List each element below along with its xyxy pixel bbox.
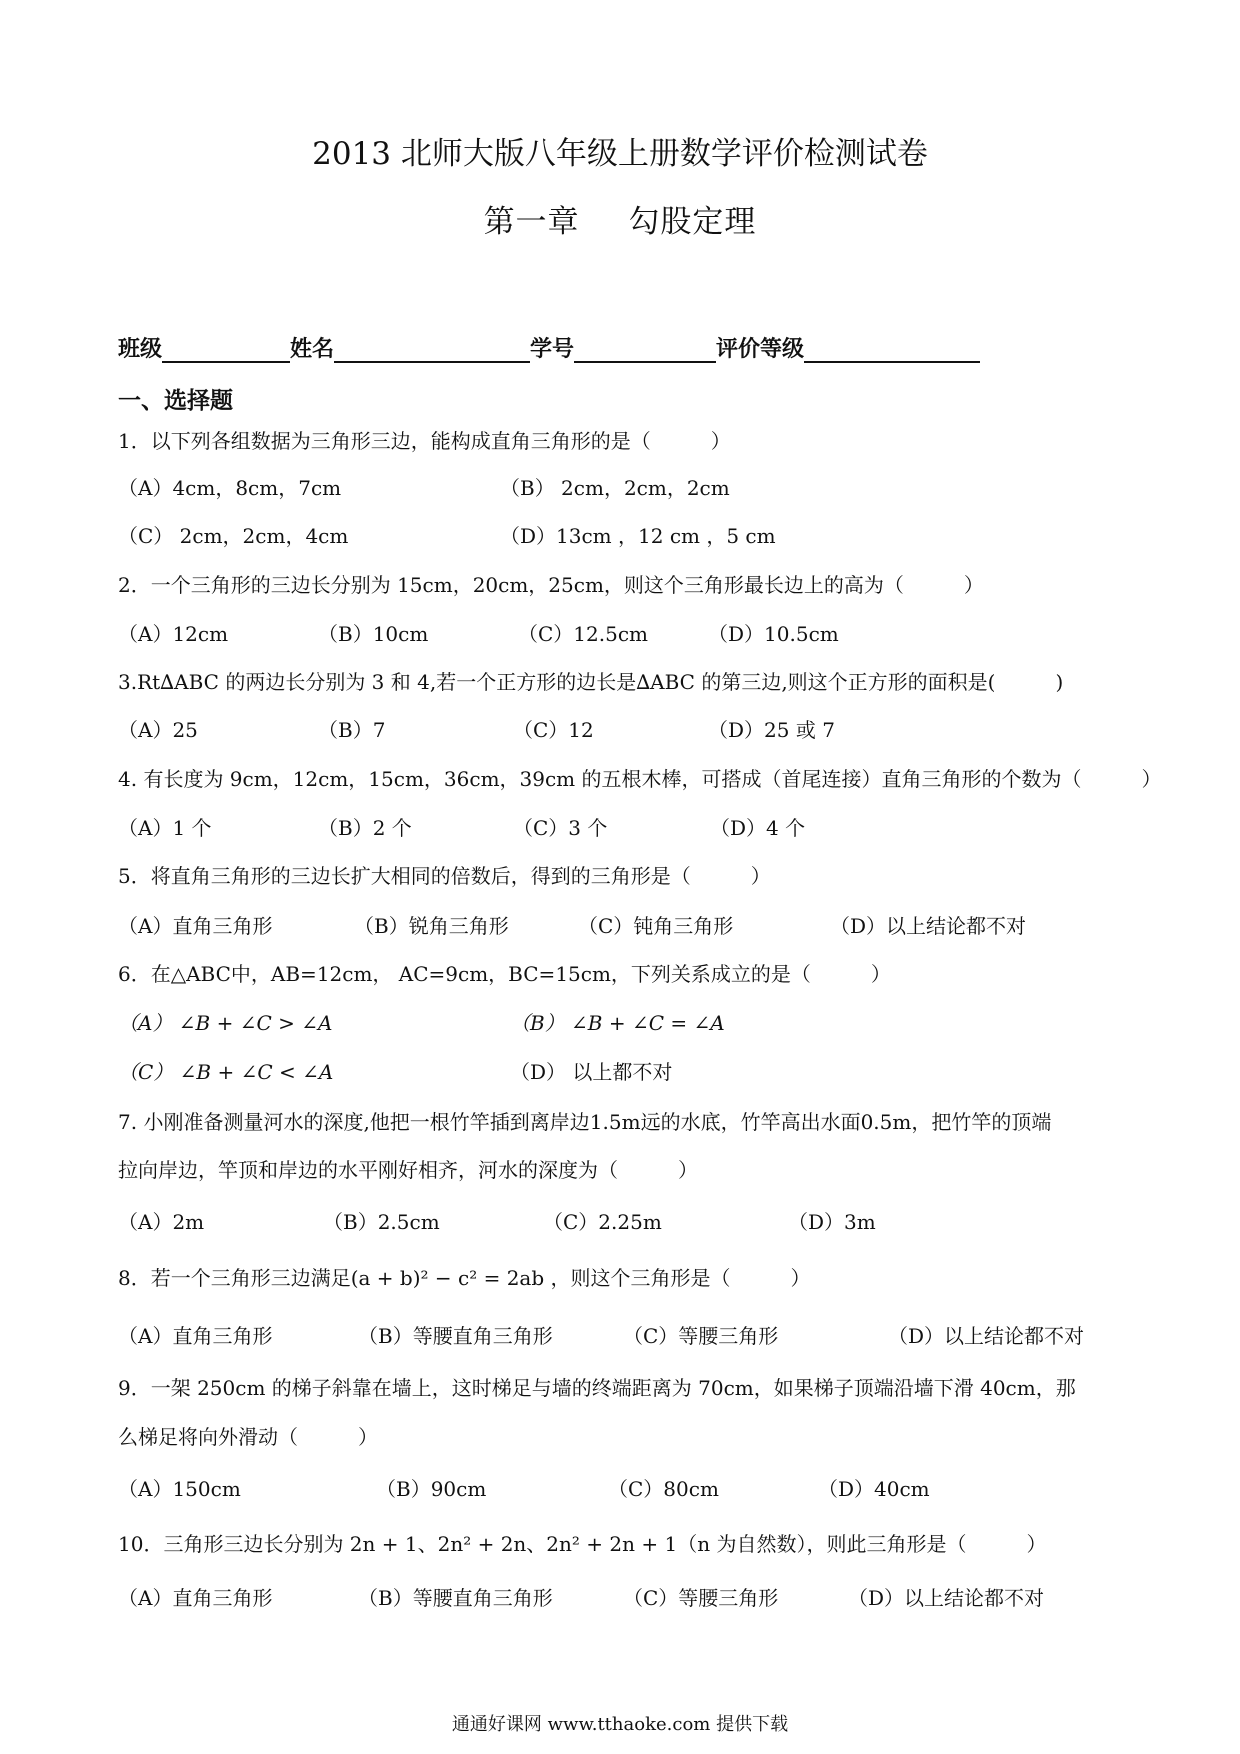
- option-b[interactable]: （B） 2cm，2cm，2cm: [500, 476, 730, 500]
- chapter-subtitle: 第一章 勾股定理: [483, 204, 757, 240]
- option-b[interactable]: （B）7: [318, 718, 386, 742]
- option-b[interactable]: （B）10cm: [318, 622, 429, 646]
- option-row: [118, 812, 1128, 840]
- option-d[interactable]: （D）4 个: [710, 816, 806, 840]
- question-stem: 3.Rt∆ABC 的两边长分别为 3 和 4,若一个正方形的边长是∆ABC 的第三边,则这个正方形的面积是( ): [118, 670, 1064, 694]
- grade-label: 评价等级: [716, 336, 805, 362]
- option-d[interactable]: （D）以上结论都不对: [830, 914, 1027, 938]
- option-b[interactable]: （B）2 个: [318, 816, 412, 840]
- option-d[interactable]: （D）3m: [788, 1210, 876, 1234]
- option-b[interactable]: （B）等腰直角三角形: [358, 1586, 553, 1610]
- question-stem: 2．一个三角形的三边长分别为 15cm，20cm，25cm，则这个三角形最长边上的高为（ ）: [118, 573, 984, 597]
- option-a[interactable]: （A）2m: [118, 1210, 205, 1234]
- question-stem: 5．将直角三角形的三边长扩大相同的倍数后，得到的三角形是（ ）: [118, 864, 771, 888]
- option-d[interactable]: （D）25 或 7: [708, 718, 835, 742]
- option-a[interactable]: （A）150cm: [118, 1477, 241, 1501]
- option-c[interactable]: （C）钝角三角形: [578, 914, 734, 938]
- option-d[interactable]: （D） 以上都不对: [510, 1060, 673, 1084]
- question-stem: 10．三角形三边长分别为 2n + 1、2n² + 2n、2n² + 2n + 1（n 为自然数），则此三角形是（ ）: [118, 1532, 1047, 1556]
- option-row: [118, 1206, 1128, 1234]
- question-stem: 4. 有长度为 9cm，12cm，15cm，36cm，39cm 的五根木棒，可搭成（首尾连接）直角三角形的个数为（ ）: [118, 767, 1162, 791]
- class-blank[interactable]: [162, 337, 290, 363]
- student-number-blank[interactable]: [574, 337, 716, 363]
- option-c[interactable]: （C） 2cm，2cm，4cm: [118, 524, 349, 548]
- option-row: [118, 618, 1128, 646]
- option-row: [118, 910, 1128, 938]
- option-row: [118, 520, 1128, 548]
- option-c[interactable]: （C）等腰三角形: [623, 1324, 779, 1348]
- student-info-row: [118, 332, 980, 363]
- question-stem-continued: 么梯足将向外滑动（ ）: [118, 1425, 378, 1449]
- option-row: [118, 1473, 1128, 1501]
- question-stem: 8．若一个三角形三边满足(a + b)² − c² = 2ab ，则这个三角形是（ ）: [118, 1266, 811, 1290]
- option-c[interactable]: （C）等腰三角形: [623, 1586, 779, 1610]
- option-a[interactable]: （A）直角三角形: [118, 1586, 273, 1610]
- option-a[interactable]: （A） ∠B + ∠C > ∠A: [118, 1011, 333, 1035]
- option-c[interactable]: （C） ∠B + ∠C < ∠A: [118, 1060, 334, 1084]
- option-d[interactable]: （D）10.5cm: [708, 622, 839, 646]
- option-row: [118, 472, 1128, 500]
- option-b[interactable]: （B）2.5cm: [323, 1210, 440, 1234]
- grade-blank[interactable]: [804, 337, 980, 363]
- class-label: 班级: [118, 336, 163, 362]
- option-row: [118, 1007, 1128, 1035]
- question-stem-continued: 拉向岸边，竿顶和岸边的水平刚好相齐，河水的深度为（ ）: [118, 1158, 698, 1182]
- footer-download-note: 通通好课网 www.tthaoke.com 提供下载: [451, 1714, 789, 1735]
- option-c[interactable]: （C）3 个: [513, 816, 608, 840]
- option-c[interactable]: （C）12: [513, 718, 594, 742]
- name-blank[interactable]: [334, 337, 530, 363]
- name-label: 姓名: [290, 336, 335, 362]
- section-title: 一、选择题: [118, 387, 233, 414]
- question-stem: 7. 小刚准备测量河水的深度,他把一根竹竿插到离岸边1.5m远的水底，竹竿高出水面0.5m，把竹竿的顶端: [118, 1110, 1052, 1134]
- option-a[interactable]: （A）25: [118, 718, 198, 742]
- question-stem: 1．以下列各组数据为三角形三边，能构成直角三角形的是（ ）: [118, 429, 731, 453]
- option-b[interactable]: （B）等腰直角三角形: [358, 1324, 553, 1348]
- question-stem: 9．一架 250cm 的梯子斜靠在墙上，这时梯足与墙的终端距离为 70cm，如果梯子顶端沿墙下滑 40cm，那: [118, 1376, 1076, 1400]
- option-c[interactable]: （C）12.5cm: [518, 622, 648, 646]
- option-a[interactable]: （A）直角三角形: [118, 914, 273, 938]
- option-b[interactable]: （B）锐角三角形: [354, 914, 509, 938]
- option-row: [118, 714, 1128, 742]
- option-row: [118, 1320, 1128, 1348]
- option-c[interactable]: （C）80cm: [608, 1477, 719, 1501]
- option-d[interactable]: （D）13cm ，12 cm ，5 cm: [500, 524, 776, 548]
- student-number-label: 学号: [530, 336, 575, 362]
- option-a[interactable]: （A）1 个: [118, 816, 212, 840]
- option-a[interactable]: （A）4cm，8cm，7cm: [118, 476, 342, 500]
- option-row: [118, 1056, 1128, 1084]
- option-a[interactable]: （A）直角三角形: [118, 1324, 273, 1348]
- question-stem: 6．在△ABC中，AB=12cm， AC=9cm，BC=15cm，下列关系成立的是（ ）: [118, 962, 891, 986]
- option-a[interactable]: （A）12cm: [118, 622, 229, 646]
- option-b[interactable]: （B）90cm: [376, 1477, 487, 1501]
- option-d[interactable]: （D）以上结论都不对: [888, 1324, 1085, 1348]
- page-title: 2013 北师大版八年级上册数学评价检测试卷: [312, 136, 928, 172]
- option-b[interactable]: （B） ∠B + ∠C = ∠A: [510, 1011, 725, 1035]
- option-d[interactable]: （D）40cm: [818, 1477, 930, 1501]
- option-d[interactable]: （D）以上结论都不对: [848, 1586, 1045, 1610]
- option-row: [118, 1582, 1128, 1610]
- option-c[interactable]: （C）2.25m: [543, 1210, 662, 1234]
